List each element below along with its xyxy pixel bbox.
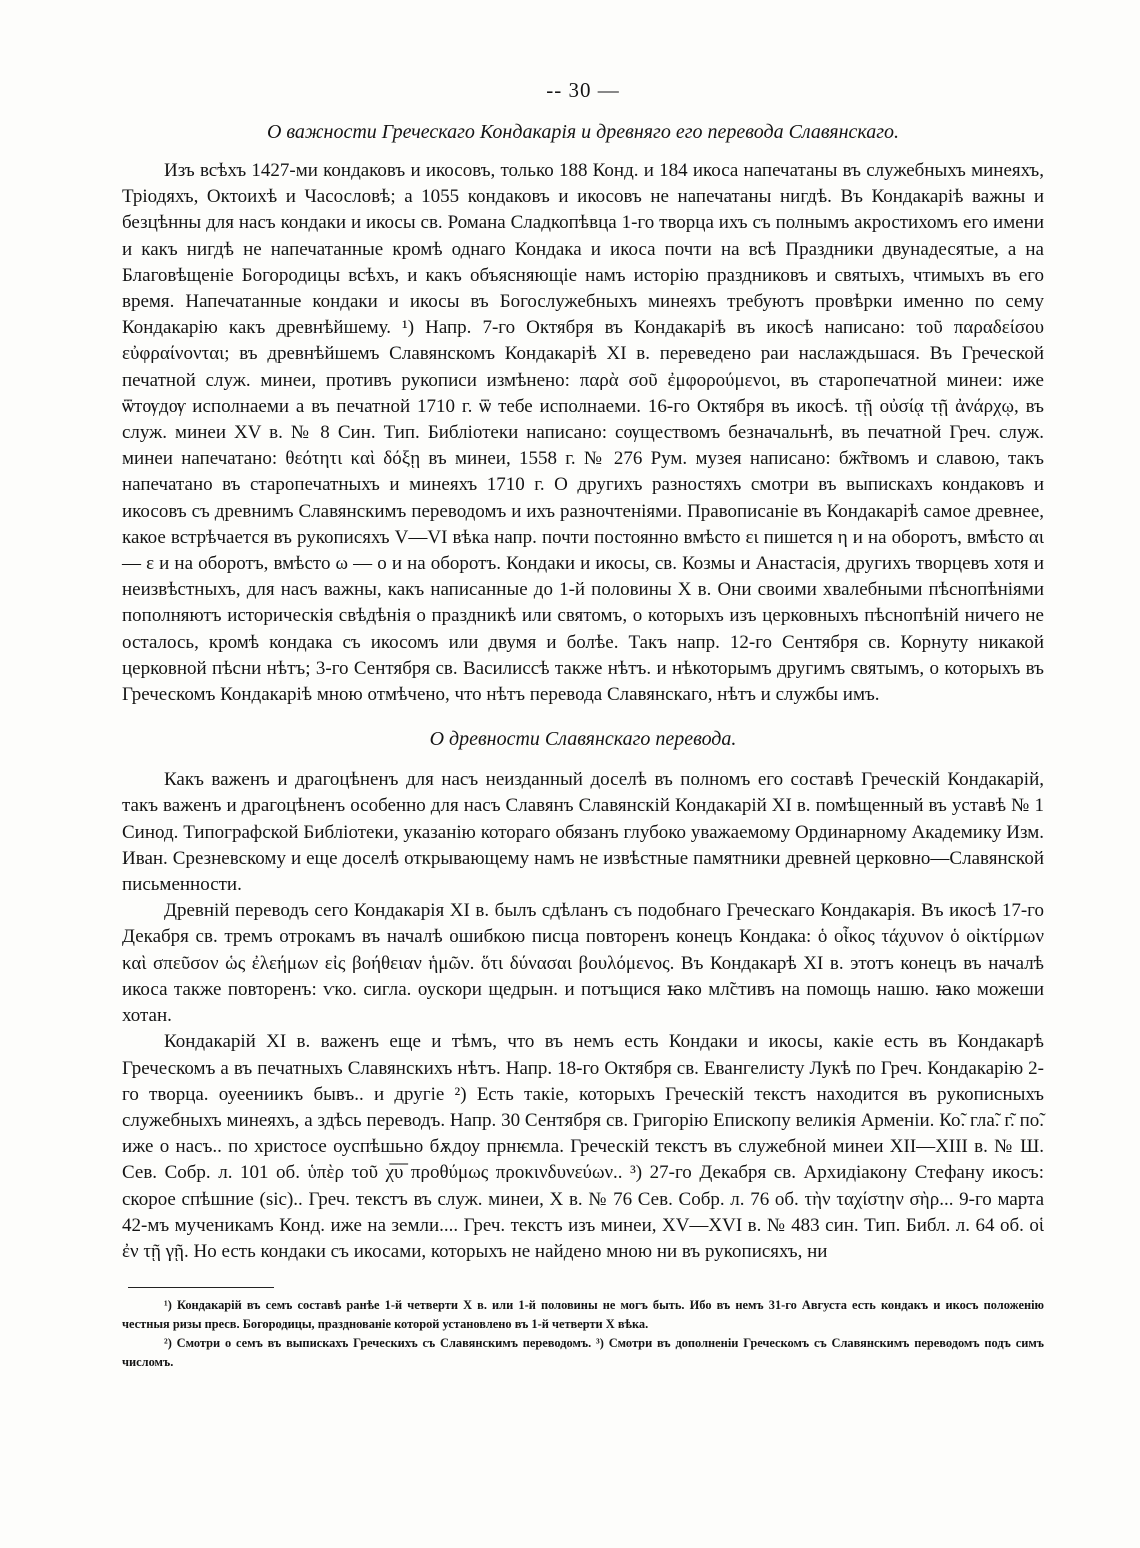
page-number: -- 30 — (546, 78, 620, 102)
paragraph: Древній переводъ сего Кондакарія XI в. былъ сдѣланъ съ подобнаго Греческаго Кондакарія. Въ икосѣ 17-го Декабря св. тремъ отрокамъ въ началѣ ошибкою писца повторенъ конецъ Кондака: ὁ οἶκος τάχυνον ὁ οἰκτίρμων καὶ σπεῦσον ὡς ἐλεήμων εἰς βοήθειαν ἡμῶν. ὅτι δύνασαι βουλόμενος. Въ Кондакарѣ XI в. этотъ конецъ въ началѣ икоса также повторенъ: ѵко. сигла. оускори щедрын. и потъщися ꙗко мл̃стивъ на помощь нашю. ꙗко можеши хотан. (122, 900, 1044, 1027)
paragraph: Кондакарій XI в. важенъ еще и тѣмъ, что въ немъ есть Кондаки и икосы, какіе есть въ Кондакарѣ Греческомъ а въ печатныхъ Славянскихъ нѣтъ. Напр. 18-го Октября св. Евангелисту Лукѣ по Греч. Кондакарію 2-го творца. оуеениикъ бывъ.. и другіе ²) Есть такіе, которыхъ Греческій текстъ находится въ рукописныхъ служебныхъ минеяхъ, а здѣсь переводъ. Напр. 30 Сентября св. Григорію Епископу великія Арменіи. Ко̃. гла̃. г̃. по̃. иже о насъ.. по христосе оуспѣшьно бѫдоу прнѥмла. Греческій текстъ въ служебной минеи XII—XIII в. № Ш. Сев. Собр. л. 101 об. ὑπὲρ τοῦ χ̅υ̅ προθύμως προκινδυνεύων.. ³) 27-го Декабря св. Архидіакону Стефану икосъ: скорое спѣшние (sic).. Греч. текстъ въ служ. минеи, X в. № 76 Сев. Собр. л. 76 об. τὴν ταχίστην σὴρ... 9-го марта 42-мъ мученикамъ Конд. иже на земли.... Греч. текстъ изъ минеи, XV—XVI в. № 483 син. Тип. Библ. л. 64 об. οἱ ἐν τῇ γῇ. Но есть кондаки съ икосами, которыхъ не найдено мною ни въ рукописяхъ, ни (122, 1031, 1044, 1262)
paragraph: Изъ всѣхъ 1427-ми кондаковъ и икосовъ, только 188 Конд. и 184 икоса напечатаны въ служебныхъ минеяхъ, Тріодяхъ, Октоихѣ и Часословѣ; а 1055 кондаковъ и икосовъ не напечатаны нигдѣ. Въ Кондакаріѣ важны и безцѣнны для насъ кондаки и икосы св. Романа Сладкопѣвца 1-го творца ихъ съ полнымъ акростихомъ его имени и какъ нигдѣ не напечатанные кромѣ однаго Кондака и икоса почти на всѣ Праздники двунадесятые, а на Благовѣщеніе Богородицы всѣхъ, и какъ объясняющіе намъ исторію праздниковъ и святыхъ, чтимыхъ въ его время. Напечатанные кондаки и икосы въ Богослужебныхъ минеяхъ требуютъ провѣрки именно по сему Кондакарію какъ древнѣйшему. ¹) Напр. 7-го Октября въ Кондакаріѣ въ икосѣ написано: τοῦ παραδείσου εὐφραίνονται; въ древнѣйшемъ Славянскомъ Кондакаріѣ XI в. переведено раи наслаждьшася. Въ Греческой печатной служ. минеи, противъ рукописи измѣнено: παρὰ σοῦ ἐμφορούμενοι, въ старопечатной минеи: иже ѿтѹдѹ исполнаеми а въ печатной 1710 г. ѿ тебе исполнаеми. 16-го Октября въ икосѣ. τῇ οὐσίᾳ τῇ ἀνάρχῳ, въ служ. минеи XV в. № 8 Син. Тип. Библіотеки написано: сѹществомъ безначальнѣ, въ печатной Греч. служ. минеи напечатано: θεότητι καὶ δόξῃ въ минеи, 1558 г. № 276 Рум. музея написано: бж̃твомъ и славою, такъ напечатано въ старопечатныхъ и минеяхъ 1710 г. О другихъ разностяхъ смотри въ выпискахъ кондаковъ и икосовъ съ древнимъ Славянскимъ переводомъ и ихъ разночтеніями. Правописаніе въ Кондакаріѣ самое древнее, какое встрѣчается въ рукописяхъ V—VI вѣка напр. почти постоянно вмѣсто ει пишется η и на оборотъ, вмѣсто αι — ε и на оборотъ, вмѣсто ω — ο и на оборотъ. Кондаки и икосы, св. Козмы и Анастасія, другихъ творцевъ хотя и неизвѣстныхъ, для насъ важны, какъ написанные до 1-й половины X в. Они своими хвалебными пѣснопѣніями пополняютъ историческія свѣдѣнія о праздникѣ или святомъ, о которыхъ изъ церковныхъ пѣснопѣній ничего не осталось, кромѣ кондака съ икосомъ или двумя и болѣе. Такъ напр. 12-го Сентября св. Корнуту никакой церковной пѣсни нѣтъ; 3-го Сентября св. Василиссѣ также нѣтъ. и нѣкоторымъ другимъ святымъ, о которыхъ въ Греческомъ Кондакаріѣ мною отмѣчено, что нѣтъ перевода Славянскаго, нѣтъ и службы имъ. (122, 160, 1044, 706)
section-heading-antiquity: О древности Славянскаго перевода. (429, 728, 737, 751)
footnote: ¹) Кондакарій въ семъ составѣ ранѣе 1-й четверти X в. или 1-й половины не могъ быть. Ибо въ немъ 31-го Августа есть кондакъ и икосъ положенію честныя ризы пресв. Богородицы, празднованіе которой установлено въ 1-й четверти X вѣка. (122, 1298, 1044, 1332)
footnote-divider (128, 1287, 274, 1288)
footnote: ²) Смотри о семъ въ выпискахъ Греческихъ съ Славянскимъ переводомъ. ³) Смотри въ дополненіи Греческомъ съ Славянскимъ переводомъ подъ симъ числомъ. (122, 1336, 1044, 1370)
paragraph: Какъ важенъ и драгоцѣненъ для насъ неизданный доселѣ въ полномъ его составѣ Греческій Кондакарій, такъ важенъ и драгоцѣненъ особенно для насъ Славянъ Славянскій Кондакарій XI в. помѣщенный въ уставѣ № 1 Синод. Типографской Библіотеки, указанію котораго обязанъ глубоко уважаемому Ординарному Академику Изм. Иван. Срезневскому и еще доселѣ открывающему намъ не извѣстные памятники древней церковно—Славянской письменности. (122, 769, 1044, 896)
section-heading-importance: О важности Греческаго Кондакарія и древняго его перевода Славянскаго. (266, 121, 900, 143)
